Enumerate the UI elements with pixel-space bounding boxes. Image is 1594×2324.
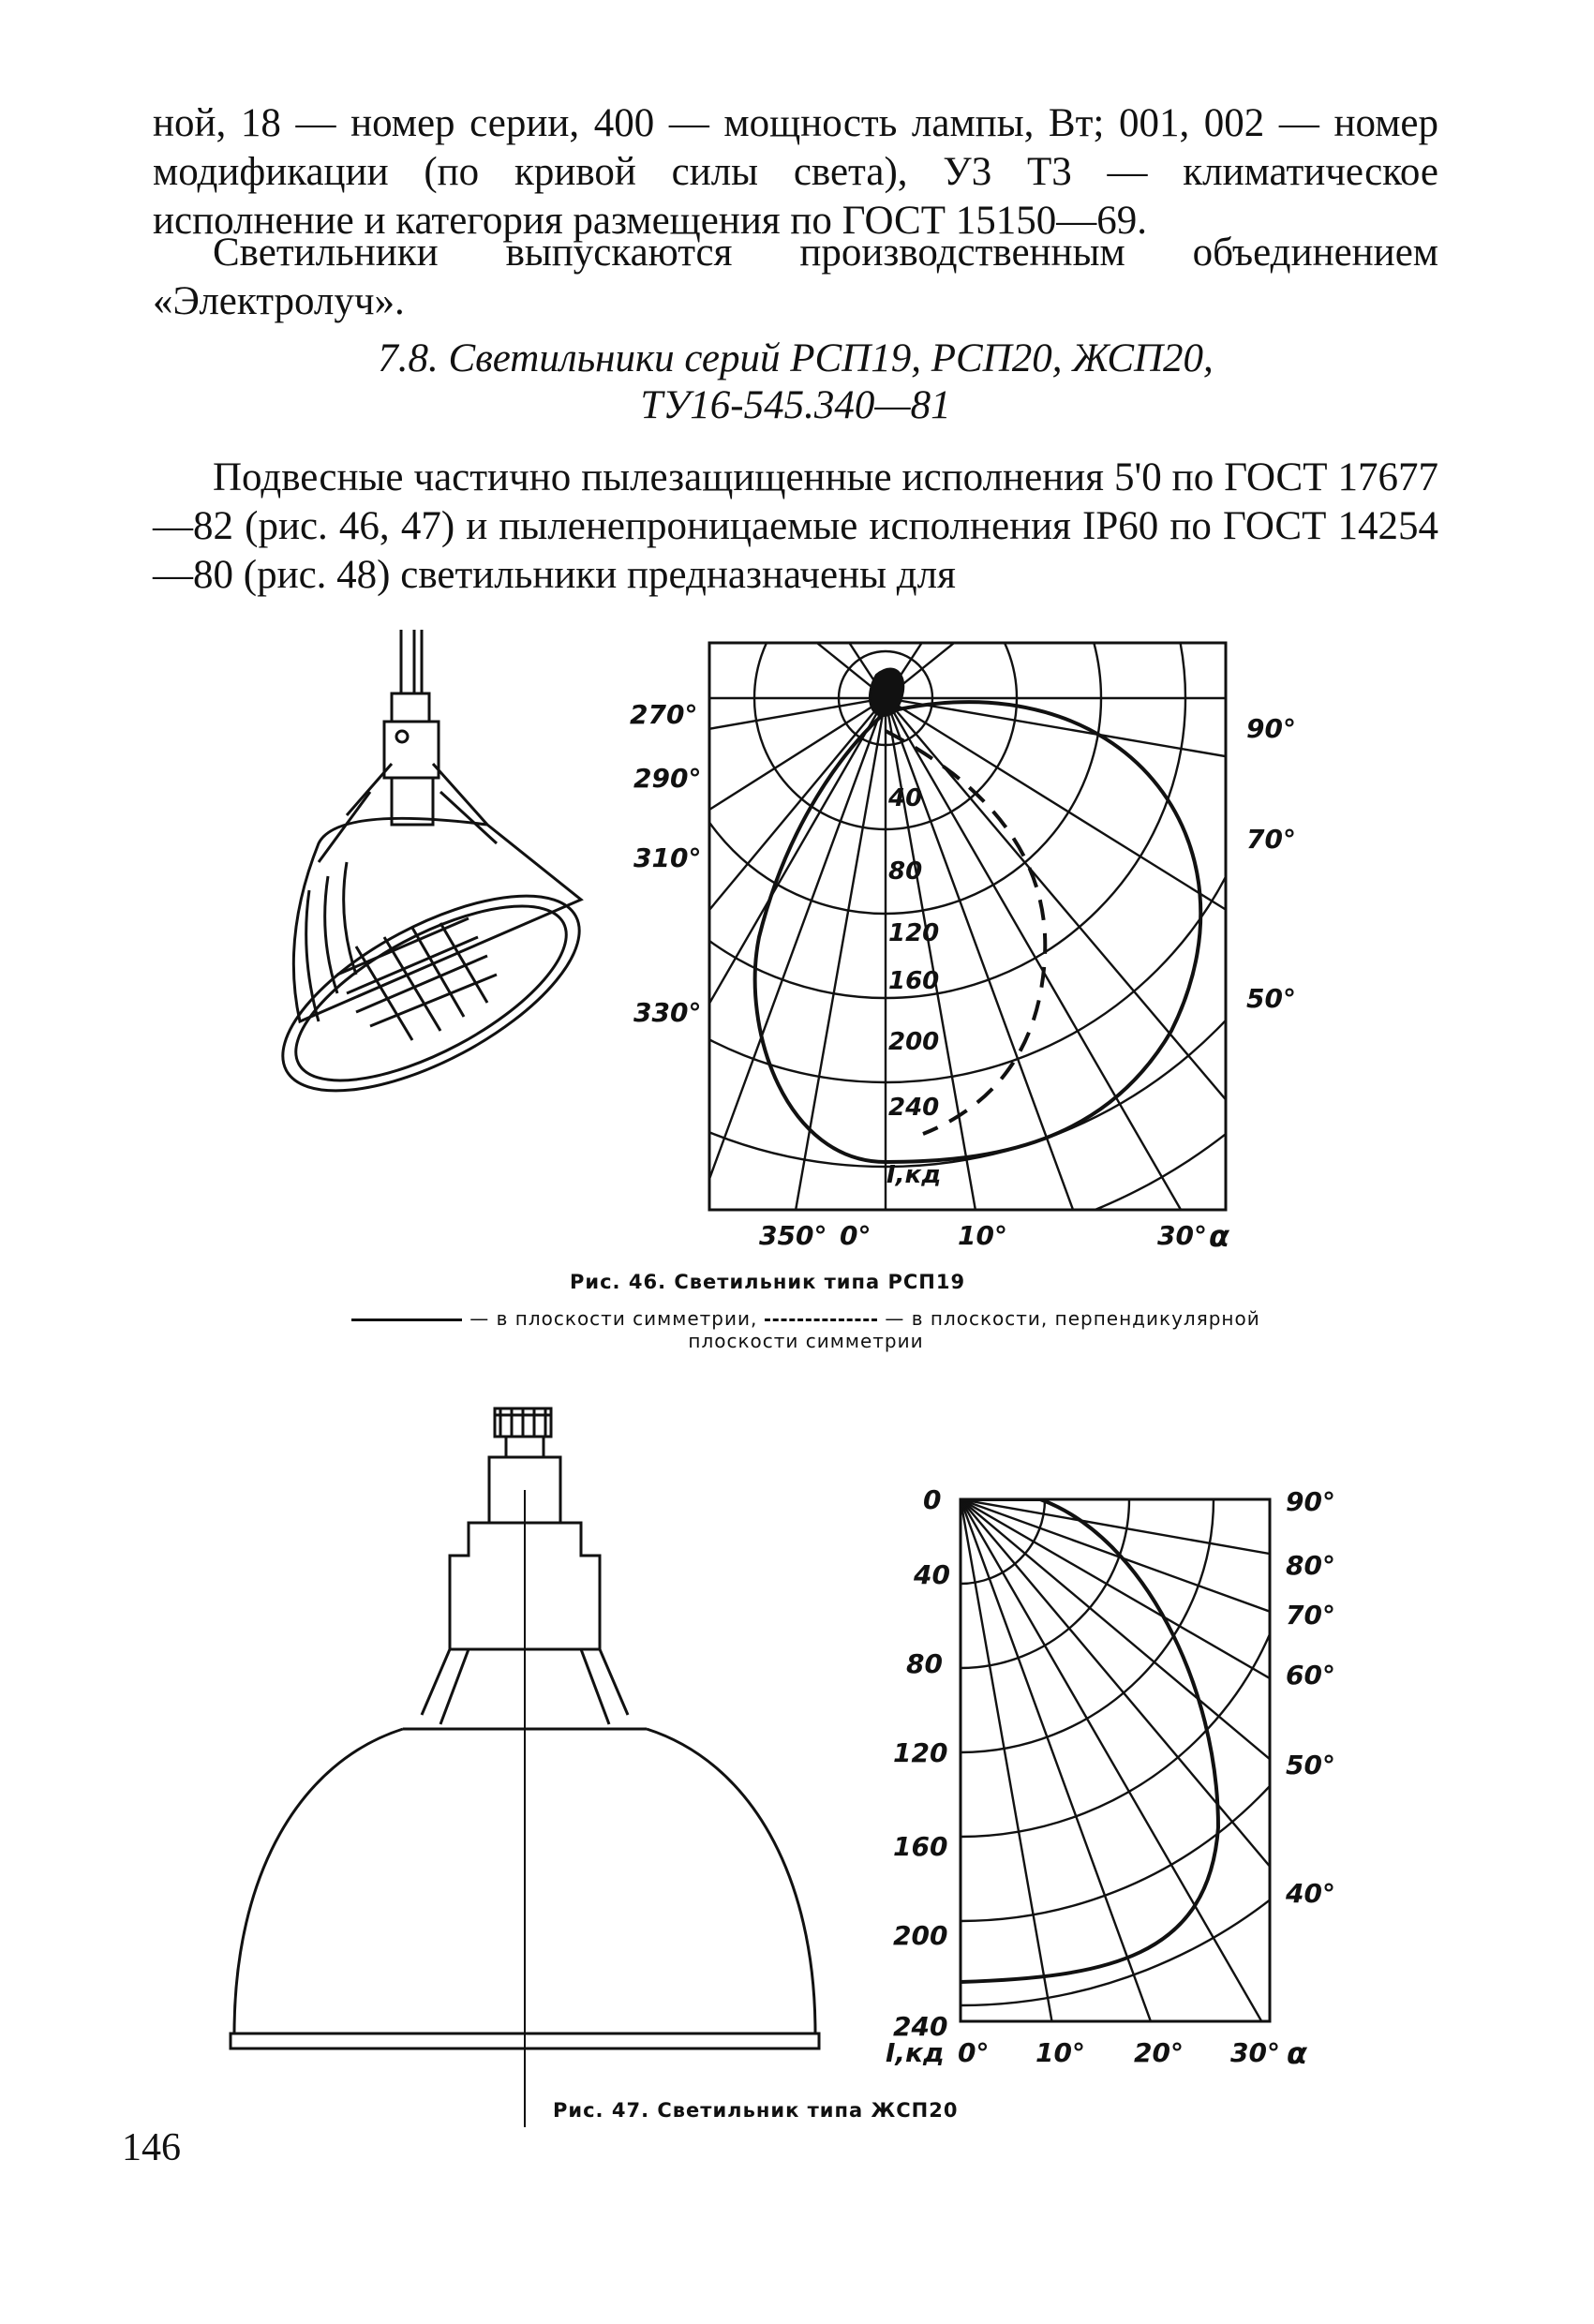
fig47-bottom-angle-20: 20°	[1134, 2037, 1184, 2068]
fig47-right-angle-70: 70°	[1286, 1600, 1335, 1631]
fig47-bottom-angle-30: 30°	[1230, 2037, 1280, 2068]
fig46-scale-200: 200	[888, 1028, 940, 1056]
fig47-left-scale-80: 80	[906, 1648, 943, 1679]
fig47-luminaire-illustration	[231, 1408, 819, 2127]
fig46-scale-80: 80	[888, 857, 923, 886]
fig46-legend-dashed-text: — в плоскости, перпендикулярной плоскости симметрии	[688, 1307, 1260, 1352]
fig46-alpha-label: α	[1209, 1218, 1229, 1254]
fig46-left-angle-310: 310°	[633, 842, 702, 873]
fig46-scale-120: 120	[888, 919, 940, 947]
fig47-bottom-angle-10: 10°	[1035, 2037, 1085, 2068]
fig46-right-angle-50: 50°	[1246, 983, 1296, 1014]
fig46-bottom-angle-30: 30°	[1157, 1220, 1207, 1251]
fig46-right-angle-90: 90°	[1246, 713, 1296, 744]
fig46-legend-solid-text: — в плоскости симметрии,	[469, 1307, 758, 1330]
fig47-left-scale-40: 40	[914, 1559, 950, 1590]
fig46-scale-160: 160	[888, 967, 940, 995]
fig46-left-angle-330: 330°	[633, 997, 702, 1028]
fig47-right-angle-90: 90°	[1286, 1486, 1335, 1517]
fig47-left-scale-160: 160	[893, 1831, 948, 1862]
fig47-unit-label: I,кд	[886, 2037, 945, 2068]
fig46-bottom-angle-0: 0°	[840, 1220, 871, 1251]
fig46-scale-240: 240	[888, 1094, 940, 1122]
fig46-caption: Рис. 46. Светильник типа РСП19	[570, 1271, 966, 1293]
paragraph-purpose: Подвесные частично пылезащищенные исполнения 5'0 по ГОСТ 17677—82 (рис. 46, 47) и пыленепроницаемые исполнения IP60 по ГОСТ 14254—80 (рис. 48) светильники предназначены для	[153, 455, 1438, 597]
fig47-left-scale-240: 240	[893, 2011, 948, 2042]
solid-line-sample	[351, 1318, 462, 1321]
fig46-legend	[300, 1307, 1312, 1352]
fig46-polar-diagram	[333, 145, 1438, 1312]
fig47-right-angle-50: 50°	[1286, 1750, 1335, 1780]
paragraph-manufacturer: Светильники выпускаются производственным объединением «Электролуч».	[153, 231, 1438, 323]
section-heading-line2: ТУ16-545.340—81	[640, 383, 951, 427]
fig47-right-angle-80: 80°	[1286, 1550, 1335, 1581]
fig46-left-angle-290: 290°	[633, 763, 702, 794]
fig47-left-scale-120: 120	[893, 1737, 948, 1768]
fig46-scale-40: 40	[888, 784, 923, 812]
fig47-left-scale-0: 0	[923, 1484, 942, 1515]
section-heading-line1: 7.8. Светильники серий РСП19, РСП20, ЖСП20,	[378, 336, 1214, 380]
fig46-bottom-angle-10: 10°	[958, 1220, 1007, 1251]
fig47-polar-diagram	[454, 993, 1467, 2071]
fig46-left-angle-270: 270°	[630, 699, 698, 730]
fig46-bottom-angle-350: 350°	[759, 1220, 827, 1251]
fig47-right-angle-60: 60°	[1286, 1660, 1335, 1691]
fig47-left-scale-200: 200	[893, 1920, 948, 1951]
paragraph-continuation: ной, 18 — номер серии, 400 — мощность лампы, Вт; 001, 002 — номер модификации (по кривой силы света), У3 Т3 — климатическое исполнение и категория размещения по ГОСТ 15150—69.	[153, 101, 1438, 243]
dashed-line-sample	[765, 1318, 877, 1321]
fig47-alpha-label: α	[1287, 2035, 1307, 2071]
page-number: 146	[122, 2126, 181, 2169]
fig47-right-angle-40: 40°	[1286, 1878, 1335, 1909]
fig47-bottom-angle-0: 0°	[958, 2037, 990, 2068]
fig47-caption: Рис. 47. Светильник типа ЖСП20	[553, 2099, 959, 2122]
fig46-unit-label: I,кд	[886, 1161, 942, 1189]
fig46-right-angle-70: 70°	[1246, 824, 1296, 855]
fig46-luminaire-illustration	[255, 630, 608, 1130]
